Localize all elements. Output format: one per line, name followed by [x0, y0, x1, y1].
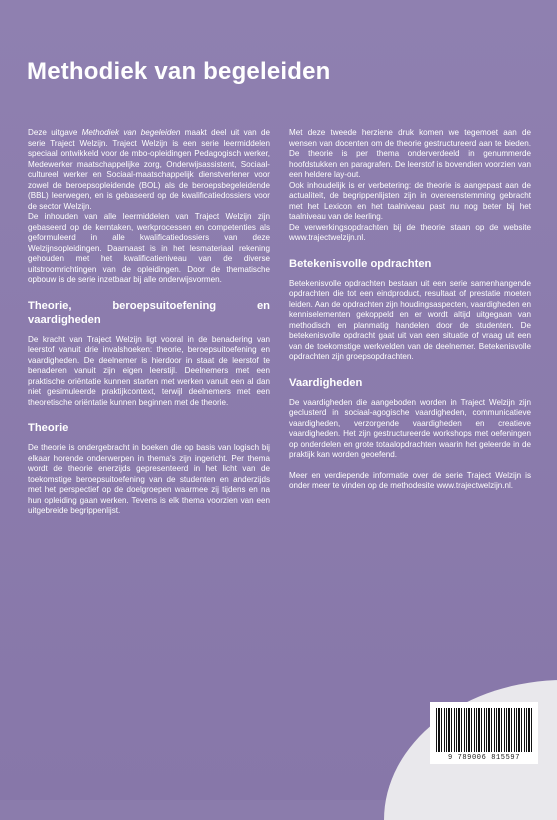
paragraph-verwerkingsopdrachten: De verwerkingsopdrachten bij de theorie staan op de website www.trajectwelzijn.nl. [289, 222, 531, 242]
intro-paragraph-2: De inhouden van alle leermiddelen van Traject Welzijn zijn gebaseerd op de kerntaken, werkprocessen en competenties als geformuleerd in alle kwalificatiedossiers van deze Welzijnsopleidingen. Daarnaast is in het lesmateriaal rekening gehouden met het kwalificatieniveau van de diverse uitstroomrichtingen van de opleidingen. Door de thematische opbouw is de serie inzetbaar bij alle onderwijsvormen. [28, 212, 270, 284]
paragraph-betekenisvolle-opdrachten: Betekenisvolle opdrachten bestaan uit een serie samenhangende opdrachten die tot een eindproduct, resultaat of prestatie moeten leiden. Aan de opdrachten zijn houdingsaspecten, vaardigheden en kenniselementen gekoppeld en er wordt altijd uitgegaan van methodisch en planmatig handelen door de studenten. De betekenisvolle opdracht gaat uit van een situatie of vraag uit een van de toekomstige werkvelden van de deelnemer. Betekenisvolle opdrachten zijn groepsopdrachten. [289, 278, 531, 361]
heading-vaardigheden: Vaardigheden [289, 376, 363, 389]
left-column [28, 128, 270, 517]
isbn-barcode [430, 702, 538, 764]
barcode-bars [436, 708, 532, 752]
heading-theorie-beroepsuitoefening: Theorie, beroepsuitoefening en vaardigheden [28, 299, 270, 326]
paragraph-theorie: De theorie is ondergebracht in boeken die op basis van logisch bij elkaar horende onderwerpen in thema's zijn ingericht. Per thema wordt de theorie enerzijds gepresenteerd in het licht van de toekomstige beroepsuitoefening van de studenten en anderzijds met het perspectief op de doelgroepen waarmee zij tijdens en na hun opleiding gaan werken. Tevens is elk thema voorzien van een uitgebreide begrippenlijst. [28, 443, 270, 515]
paragraph-vaardigheden: De vaardigheden die aangeboden worden in Traject Welzijn zijn geclusterd in sociaal-agogische vaardigheden, communicatieve vaardigheden, verzorgende vaardigheden en creatieve vaardigheden. Het zijn gestructureerde workshops met oefeningen op onderdelen en grote totaalopdrachten waarin het geleerde in de praktijk kan worden geoefend. [289, 397, 531, 459]
paragraph-herziene-druk: Met deze tweede herziene druk komen we tegemoet aan de wensen van docenten om de theorie gestructureerd aan te bieden. De theorie is per thema onderverdeeld in genummerde hoofdstukken en paragrafen. De leerstof is bovendien voorzien van een heldere lay-out. [289, 128, 531, 179]
paragraph-theorie-beroepsuitoefening: De kracht van Traject Welzijn ligt vooral in de benadering van leerstof vanuit drie invalshoeken: theorie, beroepsuitoefening en vaardigheden. De deelnemer is hierdoor in staat de leerstof te benaderen vanuit zijn eigen leerstijl. Deelnemers met een praktische oriëntatie kunnen starten met werken vanuit een al dan niet gesimuleerde praktijkcontext, terwijl deelnemers met een theoretische oriëntatie kunnen beginnen met de theorie. [28, 334, 270, 407]
heading-betekenisvolle-opdrachten: Betekenisvolle opdrachten [289, 257, 432, 270]
heading-theorie: Theorie [28, 422, 69, 434]
paragraph-meer-informatie: Meer en verdiepende informatie over de serie Traject Welzijn is onder meer te vinden op de methodesite www.trajectwelzijn.nl. [289, 470, 531, 490]
intro-text-end: maakt deel uit van de serie Traject Welzijn. Traject Welzijn is een serie leermiddelen speciaal ontwikkeld voor de mbo-opleidingen Pedagogisch werker, Medewerker maatschappelijke zorg, Onderwijsassistent, Sociaal-cultureel werker en Sociaal-maatschappelijk dienstverlener voor zowel de beroepsopleidende (BOL) als de beroepsbegeleidende (BBL) leerwegen, en is gebaseerd op de kwalificatiedossiers voor de sector Welzijn. [28, 128, 270, 211]
intro-text-start: Deze uitgave [28, 128, 82, 137]
paragraph-inhoudelijk: Ook inhoudelijk is er verbetering: de theorie is aangepast aan de actualiteit, de begrippenlijsten zijn in overeenstemming gebracht met het Lexicon en het taalniveau past nu nog beter bij het taalniveau van de leerling. [289, 180, 531, 221]
right-column [289, 128, 531, 492]
intro-paragraph [28, 128, 270, 212]
page-title: Methodiek van begeleiden [27, 58, 331, 85]
book-title-italic: Methodiek van begeleiden [81, 128, 181, 137]
isbn-digits: 9 789006 815597 [447, 754, 520, 762]
